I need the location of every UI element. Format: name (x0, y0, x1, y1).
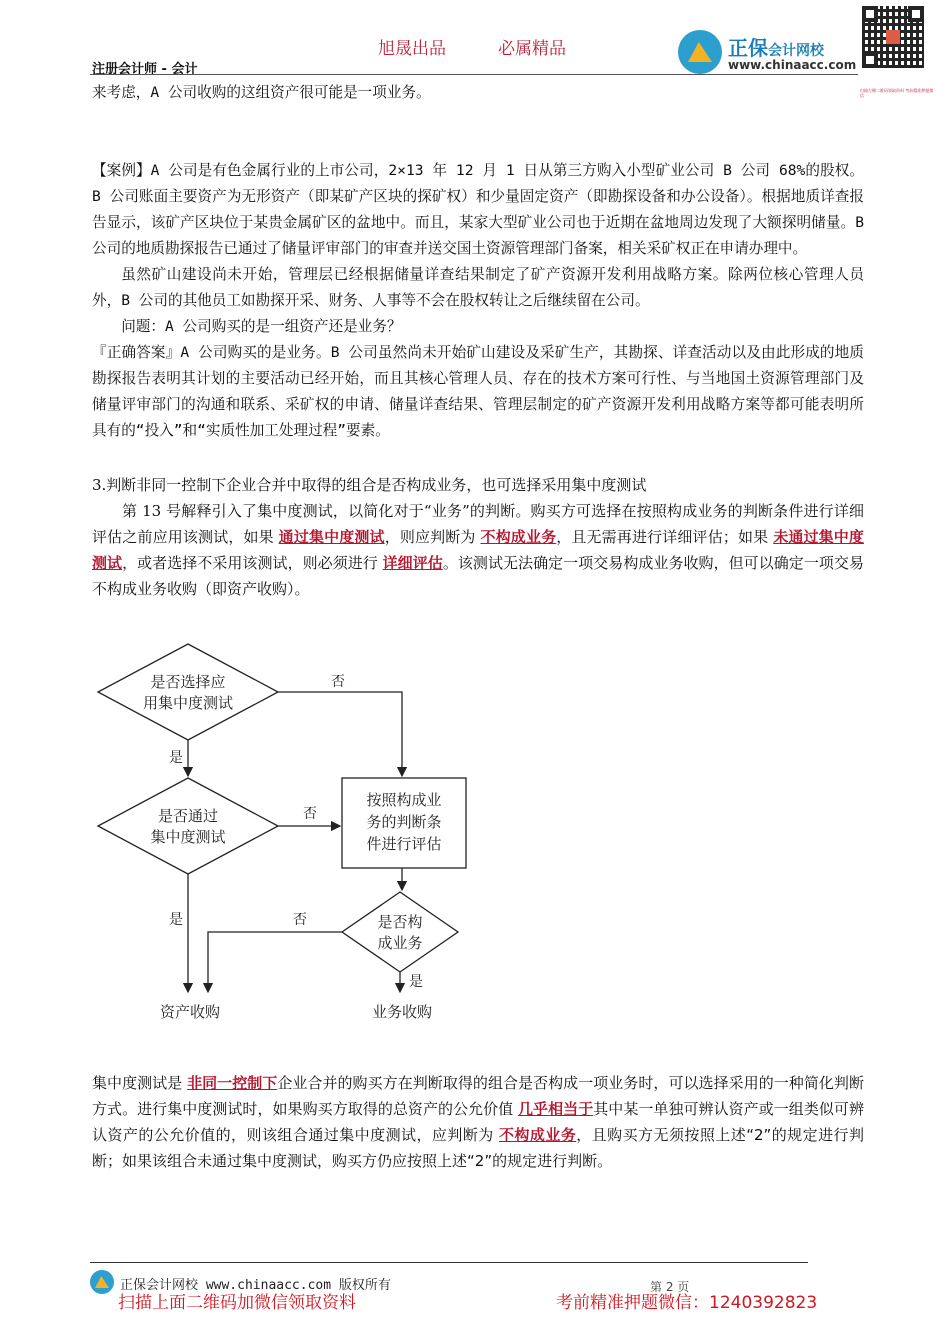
d3-no-label: 否 (293, 912, 307, 928)
logo-mark-icon (678, 30, 722, 74)
d3-label-1: 是否构 (377, 913, 423, 931)
d3-label-2: 成业务 (377, 934, 423, 952)
qr-code-icon (862, 6, 924, 68)
footer-copyright: 正保会计网校 www.chinaacc.com 版权所有 (120, 1278, 391, 1293)
case-paragraph-1: 【案例】A 公司是有色金属行业的上市公司，2×13 年 12 月 1 日从第三方购入小型矿业公司 B 公司 68%的股权。B 公司账面主要资产为无形资产（即某矿产区块的探矿权）和少量固定资产（即勘探设备和办公设备）。根据地质详查报告显示，该矿产区块位于某贵金属矿区的盆地中。而且，某家大型矿业公司也于近期在盆地周边发现了大额探明储量。B 公司的地质勘探报告已通过了储量评审部门的审查并送交国土资源管理部门备案，相关采矿权正在申请办理中。 (92, 162, 864, 257)
case-paragraph-2: 虽然矿山建设尚未开始，管理层已经根据储量详查结果制定了矿产资源开发利用战略方案。除两位核心管理人员外，B 公司的其他员工如勘探开采、财务、人事等不会在股权转让之后继续留在公司。 (92, 266, 864, 309)
keyword-not-business: 不构成业务 (480, 528, 557, 546)
case-answer: 『正确答案』A 公司购买的是业务。B 公司虽然尚未开始矿山建设及采矿生产，其勘探、详查活动以及由此形成的地质勘探报告表明其计划的主要活动已经开始，而且其核心管理人员、存在的技术方案可行性、与当地国土资源管理部门及储量评审部门的沟通和联系、采矿权的申请、储量详查结果、管理层制定的矿产资源开发利用战略方案等都可能表明所具有的“投入”和“实质性加工处理过程”要素。 (92, 344, 864, 439)
keyword-nearly-equal: 几乎相当于 (518, 1100, 594, 1118)
edge-d3-no (208, 932, 342, 992)
chinaacc-logo (678, 28, 858, 78)
keyword-non-common-control: 非同一控制下 (187, 1074, 278, 1092)
case-question: 问题：A 公司购买的是一组资产还是业务？ (121, 318, 402, 335)
footer-divider (90, 1262, 808, 1263)
decision-pass-test (98, 778, 278, 874)
box-label-2: 务的判断条 (366, 813, 442, 831)
footer-logo-icon (90, 1270, 114, 1294)
logo-name: 正保 (728, 36, 768, 60)
d2-label-1: 是否通过 (157, 807, 219, 825)
d1-label-2: 用集中度测试 (142, 694, 234, 712)
keyword-not-business-2: 不构成业务 (498, 1126, 577, 1144)
box-label-3: 件进行评估 (366, 835, 442, 853)
concentration-test-flowchart (80, 640, 480, 1030)
section-3-paragraph: 第 13 号解释引入了集中度测试，以简化对于“业务”的判断。购买方可选择在按照构成业务的判断条件进行详细评估之前应用该测试，如果 通过集中度测试，则应判断为 不构成业务，且无需再进行详细评估；如果 未通过集中度测试，或者选择不采用该测试，则必须进行 详细评估。该测试无法确定一项交易构成业务收购，但可以确定一项交易不构成业务收购（即资产收购）。 (92, 502, 864, 598)
d2-yes-label: 是 (169, 912, 183, 928)
decision-use-test (98, 644, 278, 740)
page-header-title: 注册会计师 - 会计 (92, 62, 198, 77)
box-label-1: 按照构成业 (366, 791, 442, 809)
footer-promo-right: 考前精准押题微信：1240392823 (556, 1293, 818, 1313)
footer-promo-left: 扫描上面二维码加微信领取资料 (118, 1293, 356, 1313)
logo-url: www.chinaacc.com (728, 58, 857, 72)
paragraph-continuation: 来考虑，A 公司收购的这组资产很可能是一项业务。 (92, 84, 431, 101)
keyword-detailed-assessment: 详细评估 (382, 554, 443, 572)
outcome-business-purchase: 业务收购 (371, 1003, 433, 1021)
logo-sub: 会计网校 (768, 43, 824, 59)
keyword-fail-test: 未通过集中度测试 (92, 528, 864, 572)
d1-no-label: 否 (331, 674, 345, 690)
edge-d1-no (278, 692, 402, 776)
d3-yes-label: 是 (409, 974, 423, 990)
d1-label-1: 是否选择应 (150, 673, 226, 691)
d2-no-label: 否 (303, 806, 317, 822)
decision-is-business (342, 892, 458, 972)
d2-label-2: 集中度测试 (150, 828, 226, 846)
brand-slogan-right: 必属精品 (498, 39, 566, 59)
header-divider (90, 74, 858, 75)
d1-yes-label: 是 (169, 750, 183, 766)
keyword-pass-test: 通过集中度测试 (278, 528, 385, 546)
page-number: 第 2 页 (650, 1280, 690, 1294)
qr-note: 扫描左侧二维码领取资料 考前精准押题微信 (860, 88, 934, 98)
brand-slogan-left: 旭晟出品 (378, 39, 446, 59)
outcome-asset-purchase: 资产收购 (159, 1003, 221, 1021)
concentration-test-paragraph: 集中度测试是 非同一控制下企业合并的购买方在判断取得的组合是否构成一项业务时，可以选择采用的一种简化判断方式。进行集中度测试时，如果购买方取得的总资产的公允价值 几乎相当于其中某一单独可辨认资产或一组类似可辨认资产的公允价值的，则该组合通过集中度测试，应判断为 不构成业务，且购买方无须按照上述“2”的规定进行判断；如果该组合未通过集中度测试，购买方仍应按照上述“2”的规定进行判断。 (92, 1074, 864, 1170)
section-3-heading: 3.判断非同一控制下企业合并中取得的组合是否构成业务，也可选择采用集中度测试 (92, 476, 647, 494)
